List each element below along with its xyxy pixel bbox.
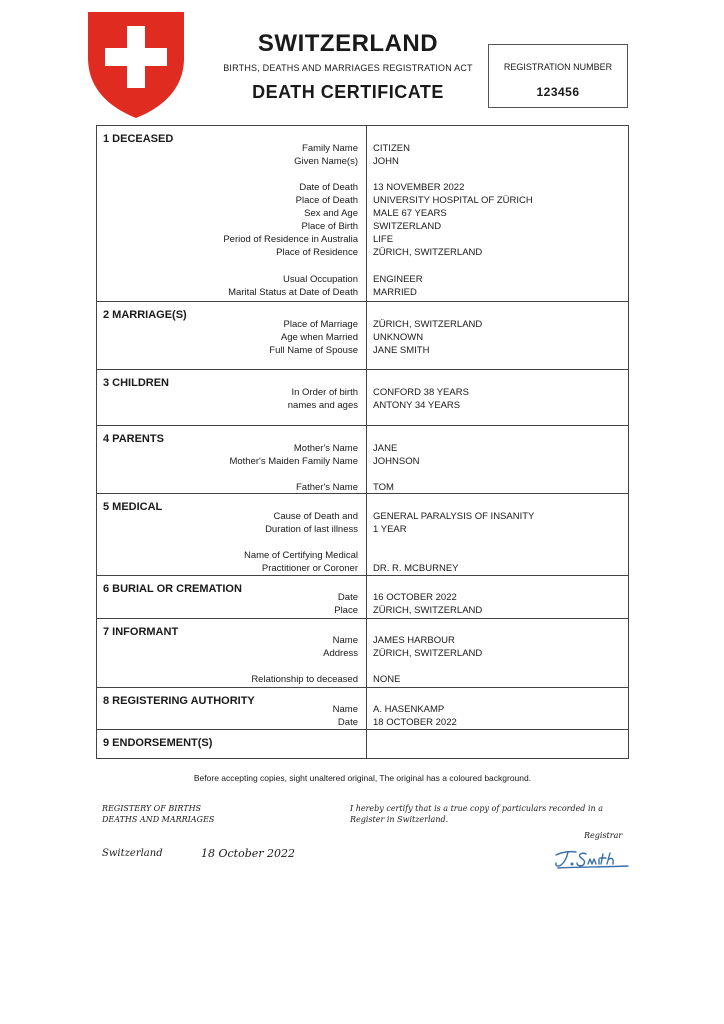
section-title: 3 CHILDREN (103, 377, 170, 389)
field-label: Place of Marriage (283, 319, 358, 330)
registration-number-label: REGISTRATION NUMBER (503, 62, 613, 72)
field-value: ZÜRICH, SWITZERLAND (373, 319, 483, 330)
field-label: Place of Residence (276, 247, 358, 258)
field-row (97, 331, 628, 344)
registry-line: DEATHS AND MARRIAGES (102, 815, 215, 824)
section-parents (97, 425, 628, 493)
field-value: JANE (373, 443, 398, 454)
field-label: Name (332, 704, 358, 715)
field-value: SWITZERLAND (373, 221, 442, 232)
field-label: Age when Married (280, 332, 358, 343)
section-marriages (97, 301, 628, 369)
field-label: Date (337, 592, 358, 603)
field-label: Duration of last illness (265, 524, 358, 535)
field-row (97, 155, 628, 168)
field-row (97, 273, 628, 286)
registrar-signature (552, 846, 632, 870)
field-label: Name of Certifying Medical (243, 550, 358, 561)
field-value: CONFORD 38 YEARS (373, 387, 469, 398)
section-endorsements (97, 729, 628, 758)
field-label: Family Name (302, 143, 358, 154)
field-value: ANTONY 34 YEARS (373, 400, 461, 411)
field-row (97, 510, 628, 523)
section-title: 6 BURIAL OR CREMATION (103, 583, 242, 595)
field-row (97, 181, 628, 194)
field-row (97, 647, 628, 660)
certificate-table (96, 125, 629, 759)
field-value: ENGINEER (373, 274, 423, 285)
field-value: UNKNOWN (373, 332, 424, 343)
field-label: names and ages (287, 400, 358, 411)
field-row (97, 604, 628, 617)
swiss-cross-shield-icon (86, 10, 186, 120)
section-title: 7 INFORMANT (103, 626, 179, 638)
certification-line: Register in Switzerland. (350, 815, 449, 824)
field-value: JAMES HARBOUR (373, 635, 455, 646)
field-value: ZÜRICH, SWITZERLAND (373, 605, 483, 616)
section-registering-authority (97, 687, 628, 729)
field-label: Place of Birth (301, 221, 358, 232)
field-row (97, 318, 628, 331)
field-row (97, 246, 628, 259)
section-informant (97, 618, 628, 687)
field-label: Date of Death (299, 182, 358, 193)
field-label: In Order of birth (291, 387, 358, 398)
field-value: ZÜRICH, SWITZERLAND (373, 247, 483, 258)
registry-office (102, 803, 214, 825)
field-row (97, 716, 628, 729)
field-value: MARRIED (373, 287, 417, 298)
certification-line: I hereby certify that is a true copy of particulars recorded in a (350, 804, 603, 813)
field-label: Relationship to deceased (251, 674, 358, 685)
field-row (97, 344, 628, 357)
registration-number-box (488, 44, 628, 108)
section-title: 1 DECEASED (103, 133, 174, 145)
registration-number-value: 123456 (536, 85, 580, 99)
field-label: Practitioner or Coroner (261, 563, 358, 574)
certification-statement (350, 803, 620, 825)
field-row (97, 703, 628, 716)
field-row (97, 455, 628, 468)
field-value: GENERAL PARALYSIS OF INSANITY (373, 511, 535, 522)
field-label: Full Name of Spouse (269, 345, 358, 356)
field-value: JOHNSON (373, 456, 420, 467)
field-label: Mother's Name (293, 443, 358, 454)
section-burial (97, 575, 628, 618)
field-label: Place of Death (295, 195, 358, 206)
field-value: TOM (373, 482, 394, 493)
field-value: JOHN (373, 156, 399, 167)
field-value: 1 YEAR (373, 524, 407, 535)
section-children (97, 369, 628, 425)
field-label: Date (337, 717, 358, 728)
field-value: ZÜRICH, SWITZERLAND (373, 648, 483, 659)
issue-date: 18 October 2022 (201, 847, 296, 860)
field-value: DR. R. MCBURNEY (373, 563, 459, 574)
field-value: A. HASENKAMP (373, 704, 445, 715)
field-row (97, 399, 628, 412)
field-label: Mother's Maiden Family Name (229, 456, 358, 467)
verification-note: Before accepting copies, sight unaltered original, The original has a coloured background. (193, 773, 532, 783)
document-title: DEATH CERTIFICATE (252, 82, 444, 102)
country-heading: SWITZERLAND (257, 30, 439, 57)
field-label: Usual Occupation (283, 274, 358, 285)
field-value: NONE (373, 674, 401, 685)
field-row (97, 442, 628, 455)
field-row (97, 591, 628, 604)
field-label: Given Name(s) (294, 156, 358, 167)
act-subtitle: BIRTHS, DEATHS AND MARRIAGES REGISTRATION ACT (223, 63, 473, 73)
field-row (97, 386, 628, 399)
field-label: Cause of Death and (273, 511, 358, 522)
section-title: 5 MEDICAL (103, 501, 163, 513)
field-value: 16 OCTOBER 2022 (373, 592, 457, 603)
field-label: Marital Status at Date of Death (228, 287, 358, 298)
registrar-label: Registrar (584, 831, 623, 840)
field-row (97, 207, 628, 220)
field-row (97, 673, 628, 686)
field-label: Name (332, 635, 358, 646)
field-label: Sex and Age (304, 208, 358, 219)
field-label: Address (323, 648, 358, 659)
registry-line: REGISTERY OF BIRTHS (102, 804, 202, 813)
field-value: 13 NOVEMBER 2022 (373, 182, 465, 193)
section-medical (97, 493, 628, 575)
field-row (97, 220, 628, 233)
field-row (97, 194, 628, 207)
field-row (97, 286, 628, 299)
field-value: UNIVERSITY HOSPITAL OF ZÜRICH (373, 195, 533, 206)
field-label: Father's Name (295, 482, 358, 493)
field-value: MALE 67 YEARS (373, 208, 447, 219)
section-title: 8 REGISTERING AUTHORITY (103, 695, 255, 707)
field-row (97, 523, 628, 536)
field-row (97, 142, 628, 155)
section-title: 9 ENDORSEMENT(S) (103, 737, 213, 749)
field-value: CITIZEN (373, 143, 410, 154)
field-value: LIFE (373, 234, 394, 245)
field-label: Period of Residence in Australia (223, 234, 358, 245)
issue-place: Switzerland (102, 848, 163, 859)
field-row (97, 233, 628, 246)
field-row (97, 549, 628, 562)
field-value: 18 OCTOBER 2022 (373, 717, 457, 728)
field-value: JANE SMITH (373, 345, 430, 356)
section-title: 2 MARRIAGE(S) (103, 309, 187, 321)
section-deceased (97, 126, 628, 301)
field-row (97, 634, 628, 647)
field-row (97, 562, 628, 575)
section-title: 4 PARENTS (103, 433, 164, 445)
field-label: Place (334, 605, 358, 616)
